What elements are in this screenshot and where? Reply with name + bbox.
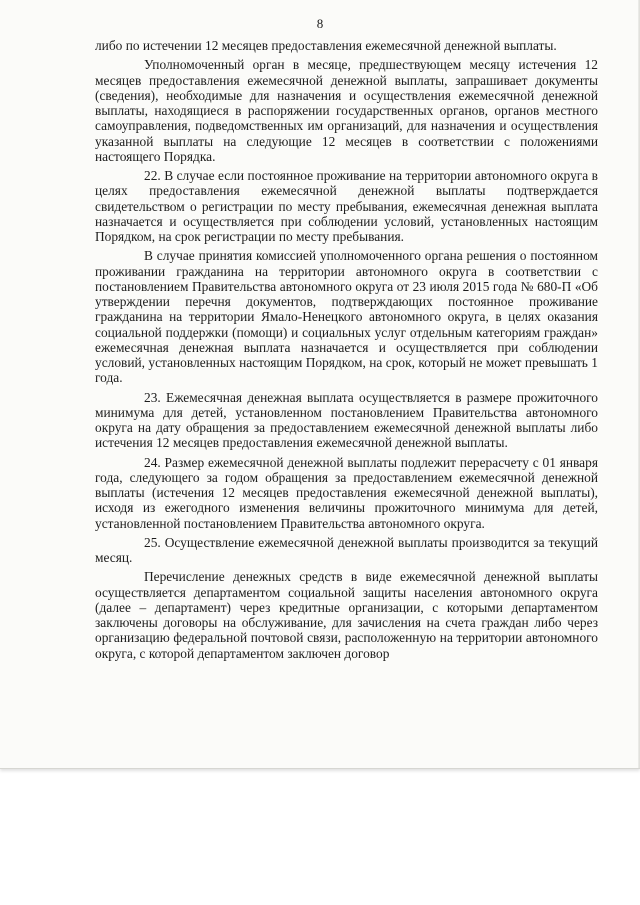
paragraph-continuation: либо по истечении 12 месяцев предоставления ежемесячной денежной выплаты. — [95, 38, 557, 53]
paragraph-authorized-body-request: Уполномоченный орган в месяце, предшествующем месяцу истечения 12 месяцев предоставления ежемесячной денежной выплаты, запрашивает документы (сведения), необходимые для назначения и осуществления ежемесячной денежной выплаты, находящиеся в распоряжении государственных органов, органов местного самоуправления, подведомственных им организаций, для назначения и осуществления указанной выплаты на следующие 12 месяцев в соответствии с положениями настоящего Порядка. — [95, 57, 598, 164]
paragraph-clause-24: 24. Размер ежемесячной денежной выплаты подлежит перерасчету с 01 января года, следующего за годом обращения за предоставлением ежемесячной денежной выплаты (истечения 12 месяцев предоставления ежемесячной денежной выплаты), исходя из ежегодного изменения величины прожиточного минимума для детей, установленной постановлением Правительства автономного округа. — [95, 454, 598, 531]
document-body — [95, 38, 598, 661]
paragraph-commission-decision: В случае принятия комиссией уполномоченного органа решения о постоянном проживании гражданина на территории автономного округа в соответствии с постановлением Правительства автономного округа от 23 июля 2015 года № 680-П «Об утверждении перечня документов, подтверждающих постоянное проживание гражданина на территории Ямало-Ненецкого автономного округа, в целях оказания социальной поддержки (помощи) и социальных услуг отдельным категориям граждан» ежемесячная денежная выплата назначается и осуществляется при соблюдении условий, установленных настоящим Порядком, на срок, который не может превышать 1 года. — [95, 248, 598, 386]
paragraph-transfer-of-funds: Перечисление денежных средств в виде ежемесячной денежной выплаты осуществляется департаментом социальной защиты населения автономного округа (далее – департамент) через кредитные организации, с которыми департаментом заключены договоры на обслуживание, для зачисления на счета граждан либо через организацию федеральной почтовой связи, расположенную на территории автономного округа, с которой департаментом заключен договор — [95, 569, 598, 661]
paragraph-clause-25: 25. Осуществление ежемесячной денежной выплаты производится за текущий месяц. — [95, 534, 598, 565]
page-number: 8 — [316, 16, 324, 31]
paragraph-clause-22: 22. В случае если постоянное проживание на территории автономного округа в целях предоставления ежемесячной денежной выплаты подтверждается свидетельством о регистрации по месту пребывания, ежемесячная денежная выплата назначается и осуществляется при соблюдении условий, установленных настоящим Порядком, на срок регистрации по месту пребывания. — [95, 168, 598, 244]
paragraph-clause-23: 23. Ежемесячная денежная выплата осуществляется в размере прожиточного минимума для детей, установленном постановлением Правительства автономного округа на дату обращения за предоставлением ежемесячной денежной выплаты либо истечения 12 месяцев предоставления ежемесячной денежной выплаты. — [95, 389, 598, 451]
